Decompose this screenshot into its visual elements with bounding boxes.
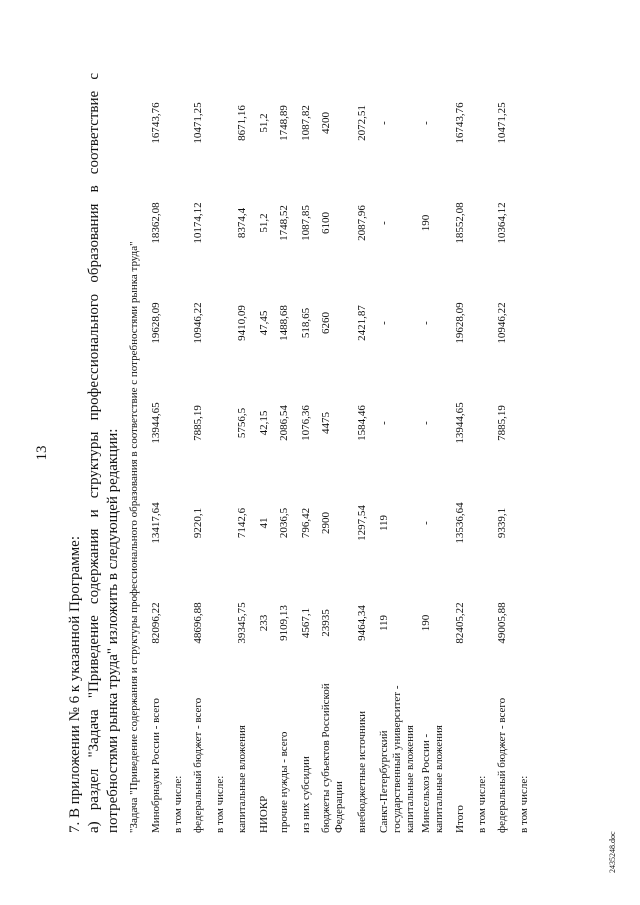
intro-line-3: потребностями рынка труда" изложить в следующей редакции: — [105, 428, 121, 833]
value-cell: 2087,96 — [356, 204, 368, 241]
task-note: "Задача "Приведение содержания и структуры профессионального образования в соответствие с потребностями рынка труда" — [128, 240, 140, 833]
table-row — [454, 73, 476, 833]
value-cell: 796,42 — [300, 507, 312, 538]
value-cell: - — [420, 320, 432, 325]
value-cell: 19628,09 — [150, 301, 162, 344]
value-cell: 9410,09 — [236, 304, 248, 341]
value-cell — [518, 473, 538, 573]
value-cell: - — [378, 420, 390, 425]
value-cell: 1584,46 — [356, 404, 368, 441]
table-row — [192, 73, 214, 833]
value-cell: 1488,68 — [278, 304, 290, 341]
table-row — [258, 73, 278, 833]
value-cell — [214, 273, 236, 373]
value-cell: 13944,65 — [150, 401, 162, 444]
row-label: внебюджетные источники — [356, 710, 368, 833]
value-cell: - — [378, 320, 390, 325]
value-cell: - — [378, 120, 390, 125]
value-cell — [518, 173, 538, 273]
value-cell: - — [420, 120, 432, 125]
value-cell: 1087,85 — [300, 204, 312, 241]
value-cell — [476, 273, 496, 373]
table-row — [476, 73, 496, 833]
table-row — [172, 73, 192, 833]
value-cell — [476, 373, 496, 473]
value-cell: 7885,19 — [192, 404, 204, 441]
value-cell — [172, 273, 192, 373]
row-label: федеральный бюджет - всего — [496, 697, 508, 833]
funding-table — [150, 73, 538, 833]
value-cell: - — [420, 420, 432, 425]
table-row — [518, 73, 538, 833]
value-cell: 10471,25 — [496, 101, 508, 144]
row-label: капитальные вложения — [236, 724, 248, 833]
value-cell: 18552,08 — [454, 201, 466, 244]
value-cell: 4475 — [320, 411, 332, 434]
rotated-content — [20, 43, 620, 873]
value-cell: 51,2 — [258, 212, 270, 233]
row-label: Минсельхоз России - капитальные вложения — [420, 724, 445, 833]
value-cell — [518, 373, 538, 473]
row-label: в том числе: — [214, 775, 226, 833]
row-label: федеральный бюджет - всего — [192, 697, 204, 833]
value-cell: 8671,16 — [236, 104, 248, 141]
value-cell — [172, 73, 192, 173]
value-cell: 1087,82 — [300, 104, 312, 141]
value-cell — [172, 373, 192, 473]
value-cell: 2900 — [320, 511, 332, 534]
value-cell — [214, 573, 236, 673]
row-label: в том числе: — [476, 775, 488, 833]
value-cell: 16743,76 — [150, 101, 162, 144]
value-cell — [476, 173, 496, 273]
value-cell: 190 — [420, 214, 432, 231]
intro-line-2: а) раздел "Задача "Приведение содержания и структуры профессионального образования в соответствие с — [86, 72, 102, 833]
value-cell: 4567,1 — [300, 607, 312, 638]
value-cell: 82096,22 — [150, 601, 162, 644]
value-cell — [214, 373, 236, 473]
value-cell: 49005,88 — [496, 601, 508, 644]
value-cell: 42,15 — [258, 410, 270, 435]
value-cell: 2421,87 — [356, 304, 368, 341]
value-cell: 4200 — [320, 111, 332, 134]
value-cell — [214, 473, 236, 573]
value-cell: 6260 — [320, 311, 332, 334]
value-cell: - — [420, 520, 432, 525]
row-label: Итого — [454, 804, 466, 833]
value-cell: 51,2 — [258, 112, 270, 133]
value-cell: 9464,34 — [356, 604, 368, 641]
value-cell — [518, 73, 538, 173]
table-row — [214, 73, 236, 833]
value-cell: 7142,6 — [236, 507, 248, 538]
value-cell: 39345,75 — [236, 601, 248, 644]
table-row — [356, 73, 378, 833]
table-row — [496, 73, 518, 833]
table-row — [420, 73, 454, 833]
table-row — [378, 73, 420, 833]
intro-line-1: 7. В приложении № 6 к указанной Программе: — [67, 535, 83, 833]
value-cell: 9109,13 — [278, 604, 290, 641]
value-cell: 13417,64 — [150, 501, 162, 544]
value-cell — [214, 73, 236, 173]
value-cell: 5756,5 — [236, 407, 248, 438]
value-cell: 119 — [378, 514, 390, 531]
value-cell: 518,65 — [300, 307, 312, 338]
value-cell: 47,45 — [258, 310, 270, 335]
row-label: Минобрнауки России - всего — [150, 697, 162, 833]
table-row — [278, 73, 300, 833]
value-cell: 41 — [258, 517, 270, 528]
row-label: из них субсидии — [300, 755, 312, 833]
value-cell: 16743,76 — [454, 101, 466, 144]
value-cell — [172, 473, 192, 573]
row-label: прочие нужды - всего — [278, 731, 290, 833]
value-cell: 10471,25 — [192, 101, 204, 144]
value-cell: 190 — [420, 614, 432, 631]
table-row — [300, 73, 320, 833]
row-label: Санкт-Петербургский государственный университет - капитальные вложения — [378, 684, 416, 833]
file-name: 2435248.doc — [608, 830, 617, 873]
table-row — [150, 73, 172, 833]
value-cell — [172, 173, 192, 273]
value-cell: 1297,54 — [356, 504, 368, 541]
value-cell: 13536,64 — [454, 501, 466, 544]
value-cell — [518, 273, 538, 373]
value-cell: 6100 — [320, 211, 332, 234]
row-label: НИОКР — [258, 795, 270, 833]
value-cell: 233 — [258, 614, 270, 631]
value-cell: 19628,09 — [454, 301, 466, 344]
value-cell: 1076,36 — [300, 404, 312, 441]
value-cell: 2072,51 — [356, 104, 368, 141]
value-cell: 119 — [378, 614, 390, 631]
value-cell: 82405,22 — [454, 601, 466, 644]
value-cell: 9339,1 — [496, 507, 508, 538]
value-cell: 18362,08 — [150, 201, 162, 244]
value-cell: - — [378, 220, 390, 225]
value-cell: 10364,12 — [496, 201, 508, 244]
value-cell — [518, 573, 538, 673]
value-cell — [214, 173, 236, 273]
value-cell — [172, 573, 192, 673]
value-cell: 1748,89 — [278, 104, 290, 141]
value-cell: 1748,52 — [278, 204, 290, 241]
value-cell: 2086,54 — [278, 404, 290, 441]
value-cell — [476, 573, 496, 673]
value-cell: 2036,5 — [278, 507, 290, 538]
table-row — [236, 73, 258, 833]
intro-text — [66, 73, 123, 833]
page-number: 13 — [34, 445, 50, 460]
table-row — [320, 73, 356, 833]
value-cell: 13944,65 — [454, 401, 466, 444]
value-cell: 10946,22 — [496, 301, 508, 344]
value-cell: 9220,1 — [192, 507, 204, 538]
row-label: в том числе: — [172, 775, 184, 833]
value-cell — [476, 73, 496, 173]
value-cell: 10174,12 — [192, 201, 204, 244]
value-cell: 7885,19 — [496, 404, 508, 441]
row-label: в том числе: — [518, 775, 530, 833]
value-cell: 48696,88 — [192, 601, 204, 644]
value-cell — [476, 473, 496, 573]
value-cell: 23935 — [320, 608, 332, 637]
value-cell: 8374,4 — [236, 207, 248, 238]
row-label: бюджеты субъектов Российской Федерации — [320, 682, 345, 833]
value-cell: 10946,22 — [192, 301, 204, 344]
